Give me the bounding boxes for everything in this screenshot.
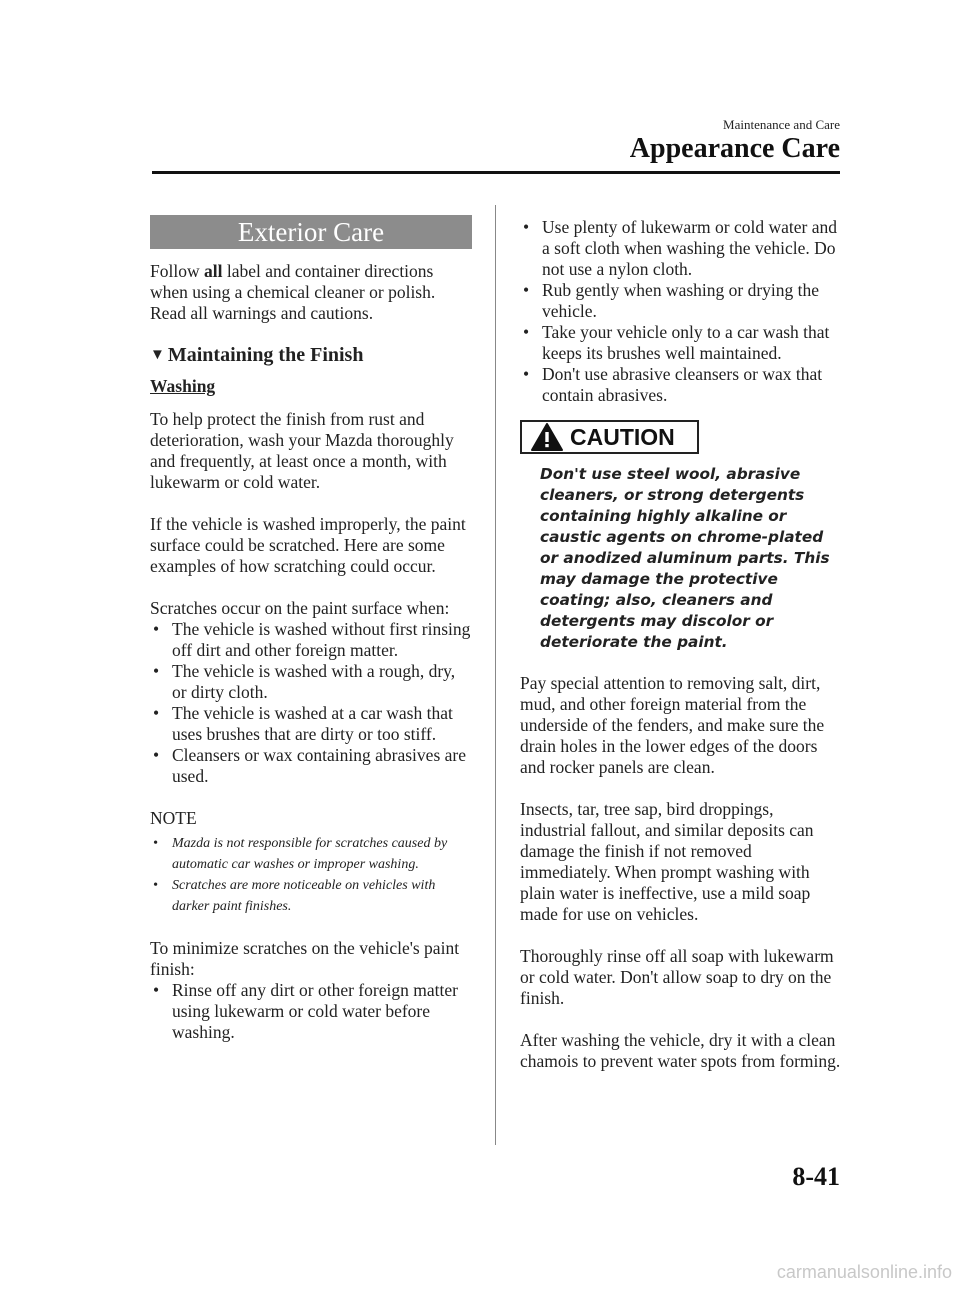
paragraph: Thoroughly rinse off all soap with lukewarm or cold water. Don't allow soap to dry on the finish.	[520, 946, 834, 1008]
list-item: • The vehicle is washed without first rinsing off dirt and other foreign matter.	[153, 619, 471, 660]
header-section: Maintenance and Care	[723, 117, 840, 132]
bullet-list	[150, 980, 472, 1043]
intro-paragraph: Follow all label and container directions when using a chemical cleaner or polish. Read all warnings and cautions.	[150, 261, 436, 323]
warning-triangle-icon	[530, 422, 564, 452]
header-rule	[152, 171, 840, 174]
paragraph: If the vehicle is washed improperly, the paint surface could be scratched. Here are some examples of how scratching could occur.	[150, 514, 466, 576]
list-item: • Rinse off any dirt or other foreign matter using lukewarm or cold water before washing.	[153, 980, 458, 1042]
paragraph: After washing the vehicle, dry it with a clean chamois to prevent water spots from forming.	[520, 1030, 841, 1071]
subsubheading: Washing	[150, 376, 216, 396]
right-column	[520, 217, 842, 1093]
bullet-icon: •	[153, 661, 160, 681]
list-item: • Rub gently when washing or drying the vehicle.	[523, 280, 820, 321]
list-item: • The vehicle is washed at a car wash that uses brushes that are dirty or too stiff.	[153, 703, 453, 744]
note-item: • Mazda is not responsible for scratches caused by automatic car washes or improper washing.	[150, 833, 472, 875]
paragraph: Insects, tar, tree sap, bird droppings, industrial fallout, and similar deposits can damage the finish if not removed immediately. When prompt washing with plain water is ineffective, use a mild soap made for use on vehicles.	[520, 799, 814, 924]
list-item: • Don't use abrasive cleansers or wax that contain abrasives.	[523, 364, 823, 405]
triangle-down-icon: ▼	[150, 347, 165, 363]
header-title: Appearance Care	[629, 133, 840, 164]
page-number: 8-41	[792, 1162, 840, 1191]
paragraph: To help protect the finish from rust and deterioration, wash your Mazda thoroughly and frequently, at least once a month, with lukewarm or cold water.	[150, 409, 454, 492]
subheading: ▼ Maintaining the Finish	[150, 344, 364, 366]
column-divider	[495, 205, 496, 1145]
list-item: • Cleansers or wax containing abrasives are used.	[153, 745, 466, 786]
note-label: NOTE	[150, 808, 197, 828]
intro-bold-word: all	[203, 261, 223, 281]
watermark: carmanualsonline.info	[776, 1262, 952, 1282]
bullet-icon: •	[153, 836, 158, 851]
paragraph: To minimize scratches on the vehicle's paint finish:	[150, 938, 460, 979]
bullet-icon: •	[153, 745, 160, 765]
list-item: • Use plenty of lukewarm or cold water and a soft cloth when washing the vehicle. Do not use a nylon cloth.	[523, 217, 837, 279]
bullet-list	[520, 217, 842, 406]
bullet-icon: •	[153, 980, 160, 1000]
bullet-list	[150, 619, 472, 787]
bullet-icon: •	[153, 703, 160, 723]
bullet-icon: •	[523, 280, 530, 300]
list-item: • Take your vehicle only to a car wash that keeps its brushes well maintained.	[523, 322, 830, 363]
caution-text: Don't use steel wool, abrasive cleaners, or strong detergents containing highly alkaline or caustic agents on chrome-plated or anodized aluminum parts. This may damage the protective coating; also, cleaners and detergents may discolor or deteriorate the paint.	[540, 465, 830, 651]
bullet-icon: •	[523, 364, 530, 384]
caution-label: CAUTION	[570, 423, 675, 450]
left-column	[150, 215, 472, 1064]
list-item: • The vehicle is washed with a rough, dry, or dirty cloth.	[153, 661, 456, 702]
note-item: • Scratches are more noticeable on vehicles with darker paint finishes.	[150, 875, 472, 917]
section-title: Exterior Care	[150, 215, 472, 249]
paragraph: Scratches occur on the paint surface when:	[150, 598, 450, 618]
note-list	[150, 833, 472, 917]
bullet-icon: •	[153, 619, 160, 639]
caution-badge	[520, 420, 699, 454]
bullet-icon: •	[523, 217, 530, 237]
bullet-icon: •	[153, 878, 158, 893]
paragraph: Pay special attention to removing salt, dirt, mud, and other foreign material from the underside of the fenders, and make sure the drain holes in the lower edges of the doors and rocker panels are clean.	[520, 673, 825, 777]
bullet-icon: •	[523, 322, 530, 342]
